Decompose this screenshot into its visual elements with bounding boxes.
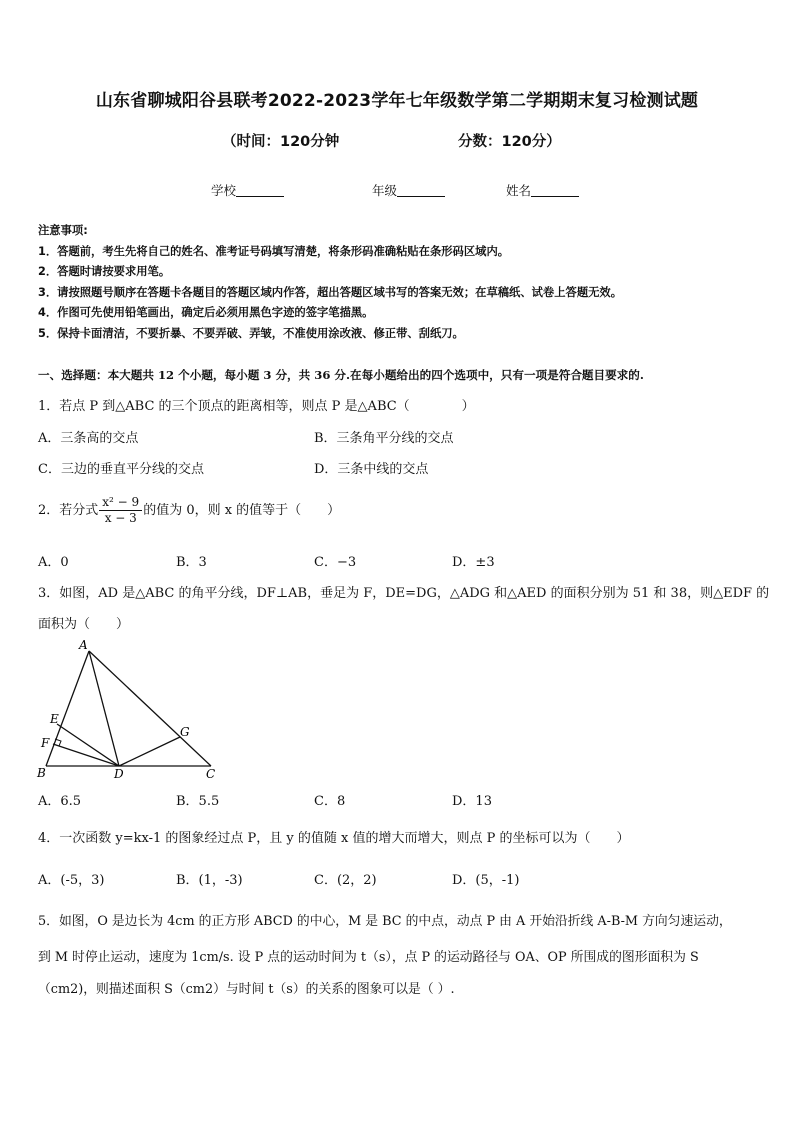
triangle-figure [30, 636, 230, 786]
exam-score: 分数：120分） [458, 134, 561, 150]
question-3-line1: 3．如图，AD 是△ABC 的角平分线，DF⊥AB，垂足为 F，DE=DG，△ADG 和△AED 的面积分别为 51 和 38，则△EDF 的 [38, 586, 770, 601]
label-g: G [180, 725, 190, 739]
segment-df [53, 744, 119, 766]
q2-prefix: 2．若分式 [38, 503, 99, 518]
q4-option-c: C．(2，2) [314, 873, 377, 888]
section-heading: 一、选择题：本大题共 12 个小题，每小题 3 分，共 36 分.在每小题给出的四个选项中，只有一项是符合题目要求的. [38, 368, 644, 382]
note-item: 4．作图可先使用铅笔画出，确定后必须用黑色字迹的签字笔描黑。 [38, 306, 374, 320]
notes-heading: 注意事项: [38, 224, 88, 237]
name-field [506, 181, 579, 199]
question-5-line1: 5．如图，O 是边长为 4cm 的正方形 ABCD 的中心，M 是 BC 的中点，动点 P 由 A 开始沿折线 A-B-M 方向匀速运动， [38, 914, 732, 929]
label-f: F [41, 736, 50, 750]
note-item: 1．答题前，考生先将自己的姓名、准考证号码填写清楚，将条形码准确粘贴在条形码区域内。 [38, 244, 510, 258]
q1-option-b: B．三条角平分线的交点 [314, 431, 454, 446]
question-1-stem: 1．若点 P 到△ABC 的三个顶点的距离相等，则点 P 是△ABC（ ） [38, 399, 475, 414]
label-a: A [79, 638, 88, 652]
grade-field [372, 181, 445, 199]
q4-option-d: D．(5，-1) [452, 873, 520, 888]
question-3-line2: 面积为（ ） [38, 617, 130, 632]
note-item: 5．保持卡面清洁，不要折暴、不要弄破、弄皱，不准使用涂改液、修正带、刮纸刀。 [38, 326, 464, 340]
note-item: 3．请按照题号顺序在答题卡各题目的答题区域内作答，超出答题区域书写的答案无效；在草稿纸、试卷上答题无效。 [38, 285, 623, 299]
q2-denominator: x − 3 [104, 511, 137, 525]
q2-fraction [99, 495, 142, 526]
q2-option-d: D．±3 [452, 555, 495, 570]
q2-option-a: A．0 [38, 555, 69, 570]
side-ac [89, 651, 211, 766]
q3-option-a: A．6.5 [38, 794, 82, 809]
school-blank [236, 184, 284, 197]
question-4-stem: 4．一次函数 y=kx-1 的图象经过点 P，且 y 的值随 x 值的增大而增大，则点 P 的坐标可以为（ ） [38, 831, 630, 846]
name-label: 姓名 [506, 183, 532, 198]
school-label: 学校 [211, 183, 237, 198]
notes-block [38, 221, 622, 345]
question-5-line3: （cm2)，则描述面积 S（cm2）与时间 t（s）的关系的图象可以是（ ）. [38, 982, 455, 997]
q3-option-d: D．13 [452, 794, 492, 809]
grade-label: 年级 [372, 183, 398, 198]
exam-time: （时间：120分钟 [222, 134, 340, 150]
q2-option-b: B．3 [176, 555, 207, 570]
label-d: D [114, 767, 124, 781]
q3-option-b: B．5.5 [176, 794, 220, 809]
label-c: C [206, 767, 216, 781]
name-blank [531, 184, 579, 197]
q2-suffix: 的值为 0，则 x 的值等于（ ） [143, 503, 341, 518]
q1-option-d: D．三条中线的交点 [314, 462, 429, 477]
q4-option-b: B．(1，-3) [176, 873, 243, 888]
q3-option-c: C．8 [314, 794, 346, 809]
school-field [211, 181, 284, 199]
q1-option-a: A．三条高的交点 [38, 431, 139, 446]
label-e: E [50, 712, 59, 726]
q2-numerator: x² − 9 [99, 495, 142, 511]
grade-blank [397, 184, 445, 197]
note-item: 2．答题时请按要求用笔。 [38, 265, 171, 279]
q2-option-c: C．−3 [314, 555, 357, 570]
label-b: B [37, 766, 46, 780]
page-title: 山东省聊城阳谷县联考2022-2023学年七年级数学第二学期期末复习检测试题 [95, 91, 699, 111]
question-2-stem [38, 495, 340, 526]
segment-dg [119, 737, 180, 766]
q1-option-c: C．三边的垂直平分线的交点 [38, 462, 204, 477]
q4-option-a: A．(-5，3) [38, 873, 105, 888]
question-5-line2: 到 M 时停止运动，速度为 1cm/s. 设 P 点的运动时间为 t（s），点 P 的运动路径与 OA、OP 所围成的图形面积为 S [38, 950, 699, 965]
